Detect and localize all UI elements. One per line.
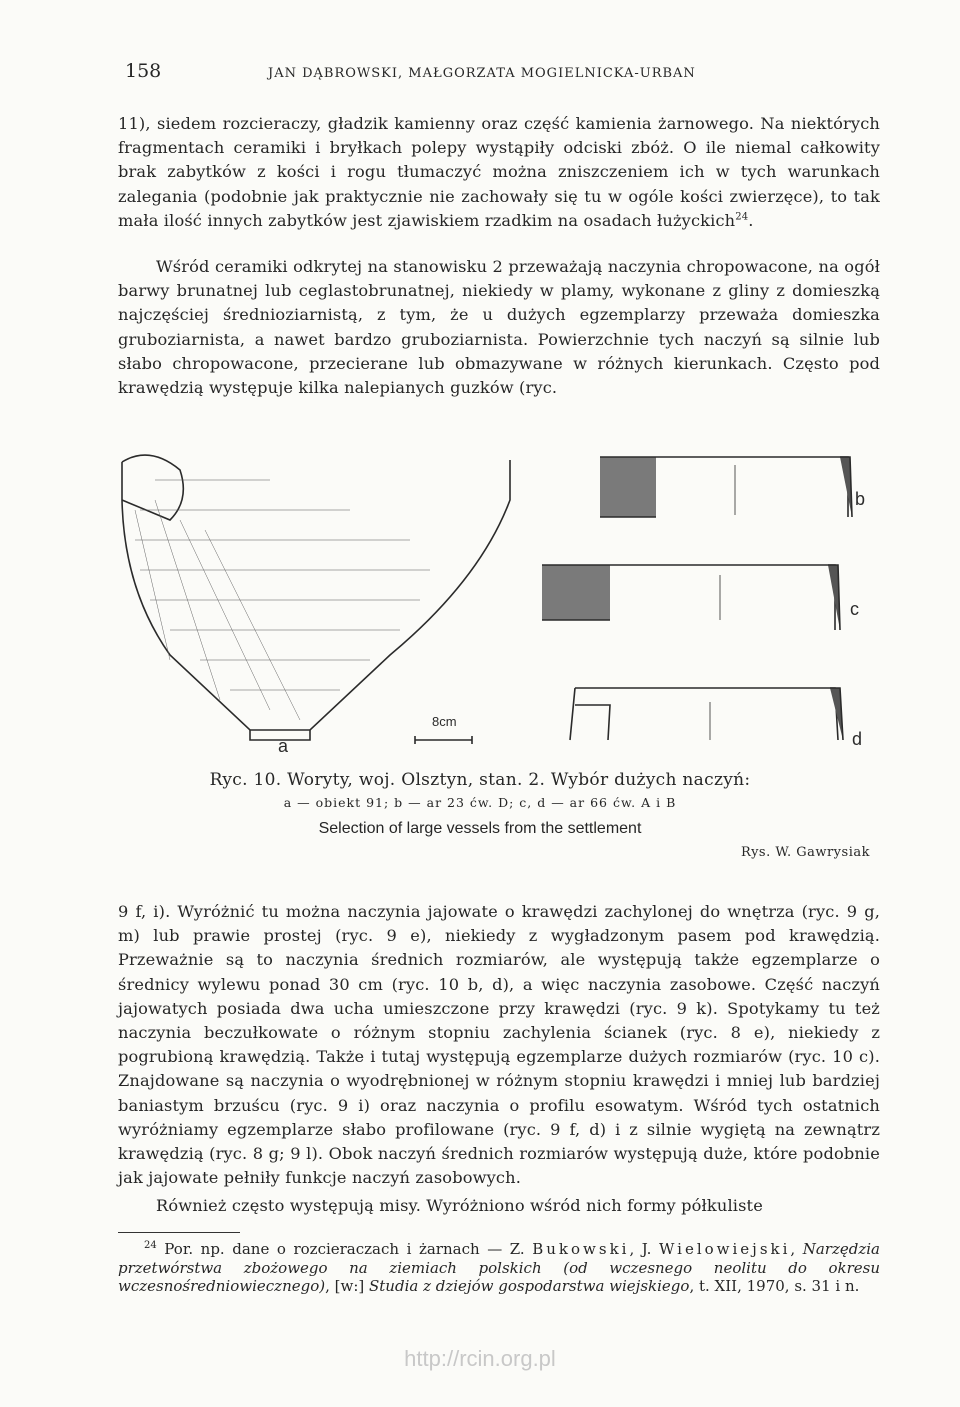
running-head: JAN DĄBROWSKI, MAŁGORZATA MOGIELNICKA-URBAN	[268, 66, 696, 81]
footnote-ref[interactable]: 24	[735, 211, 749, 223]
label-c: c	[850, 599, 859, 619]
figure-caption-english: Selection of large vessels from the settlement	[318, 820, 642, 837]
paragraph-4: Również często występują misy. Wyróżniono wśród nich formy półkuliste	[156, 1196, 763, 1215]
figure-10	[110, 440, 880, 770]
label-a: a	[278, 736, 289, 756]
vessel-c-drawing	[542, 565, 840, 630]
scale-bar	[415, 736, 472, 744]
footnote-text: Por. np. dane o rozcieraczach i żarnach — Z.	[164, 1240, 525, 1258]
label-d: d	[852, 729, 863, 749]
vessel-d-drawing	[570, 688, 843, 740]
paragraph-3: 9 f, i). Wyróżnić tu można naczynia jajowate o krawędzi zachylonej do wnętrza (ryc. 9 g, m) lub prawie prostej (ryc. 9 e), niekiedy z wygładzonym pasem pod krawędzią. Przeważnie są to naczynia średnich rozmiarów, ale występują także egzemplarze o średnicy wylewu ponad 30 cm (ryc. 10 b, d), a więc naczynia zasobowe. Część naczyń jajowatych posiada dwa ucha umieszczone przy krawędzi (ryc. 9 k). Spotykamy tu też naczynia beczułkowate o różnym stopniu zachylenia ścianek (ryc. 8 e), niekiedy z pogrubioną krawędzią. Także i tutaj występują egzemplarze dużych rozmiarów (ryc. 10 c). Znajdowane są naczynia o wyodrębnionej w różnym stopniu krawędzi i mniej lub bardziej baniastym brzuścu (ryc. 9 i) oraz naczynia o profilu esowatym. Wśród tych ostatnich wyróżniamy egzemplarze słabo profilowane (ryc. 9 f, d) i z silnie wygiętą na zewnątrz krawędzią (ryc. 8 g; 9 l). Obok naczyń średnich rozmiarów występują duże, które podobnie jak jajowate pełniły funkcje naczyń zasobowych.	[118, 902, 880, 1188]
vessel-b-drawing	[600, 457, 852, 517]
footnote-end: , t. XII, 1970, s. 31 i n.	[689, 1277, 860, 1295]
figure-caption-detail: a — obiekt 91; b — ar 23 ćw. D; c, d — ar 66 ćw. A i B	[283, 795, 677, 810]
footnote-separator: , J.	[629, 1240, 652, 1258]
figure-credit: Rys. W. Gawrysiak	[741, 845, 870, 860]
figure-caption: Ryc. 10. Woryty, woj. Olsztyn, stan. 2. Wybór dużych naczyń:	[209, 770, 751, 790]
paragraph-1	[118, 112, 880, 233]
vessel-a-drawing	[122, 455, 510, 740]
paragraph-2: Wśród ceramiki odkrytej na stanowisku 2 przeważają naczynia chropowacone, na ogół barwy brunatnej lub ceglastobrunatnej, niekiedy w plamy, wykonane z gliny z domieszką najczęściej średnioziarnistą, z tym, że u dużych egzemplarzy przeważa domieszka gruboziarnista, a nawet bardzo gruboziarnista. Powierzchnie tych naczyń są silnie lub słabo chropowacone, przecierane lub obmazywane w różnych kierunkach. Często pod krawędzią występuje kilka nalepianych guzków (ryc.	[118, 257, 880, 398]
page-number: 158	[125, 60, 162, 82]
vessel-drawings	[110, 440, 880, 770]
footnote-journal: Studia z dziejów gospodarstwa wiejskiego	[369, 1277, 690, 1295]
watermark[interactable]: http://rcin.org.pl	[404, 1346, 556, 1371]
footnote-number: 24	[144, 1240, 157, 1251]
footnote-author-2: Wielowiejski	[659, 1240, 791, 1258]
footnote-rule	[118, 1232, 240, 1233]
footnote-in: , [w:]	[325, 1277, 369, 1295]
scale-label: 8cm	[432, 714, 457, 729]
footnote-separator-2: ,	[790, 1240, 803, 1258]
footnote-title: Narzędzia przetwórstwa zbożowego na ziemiach polskich (od wczesnego neolitu do okresu wczesnośredniowiecznego)	[118, 1240, 880, 1295]
footnote-author-1: Bukowski	[532, 1240, 630, 1258]
label-b: b	[855, 489, 866, 509]
footnote-24	[118, 1240, 880, 1296]
paragraph-1-text: 11), siedem rozcieraczy, gładzik kamienny oraz część kamienia żarnowego. Na niektórych fragmentach ceramiki i bryłkach polepy wystąpiły odciski zbóż. O ile niemal całkowity brak zabytków z kości i rogu tłumaczyć można zniszczeniem ich w tych warunkach zalegania (podobnie jak praktycznie nie zachowały się tu w ogóle kości zwierzęce), to tak mała ilość innych zabytków jest zjawiskiem rzadkim na osadach łużyckich	[118, 114, 880, 230]
paragraph-1-end: .	[748, 210, 754, 230]
